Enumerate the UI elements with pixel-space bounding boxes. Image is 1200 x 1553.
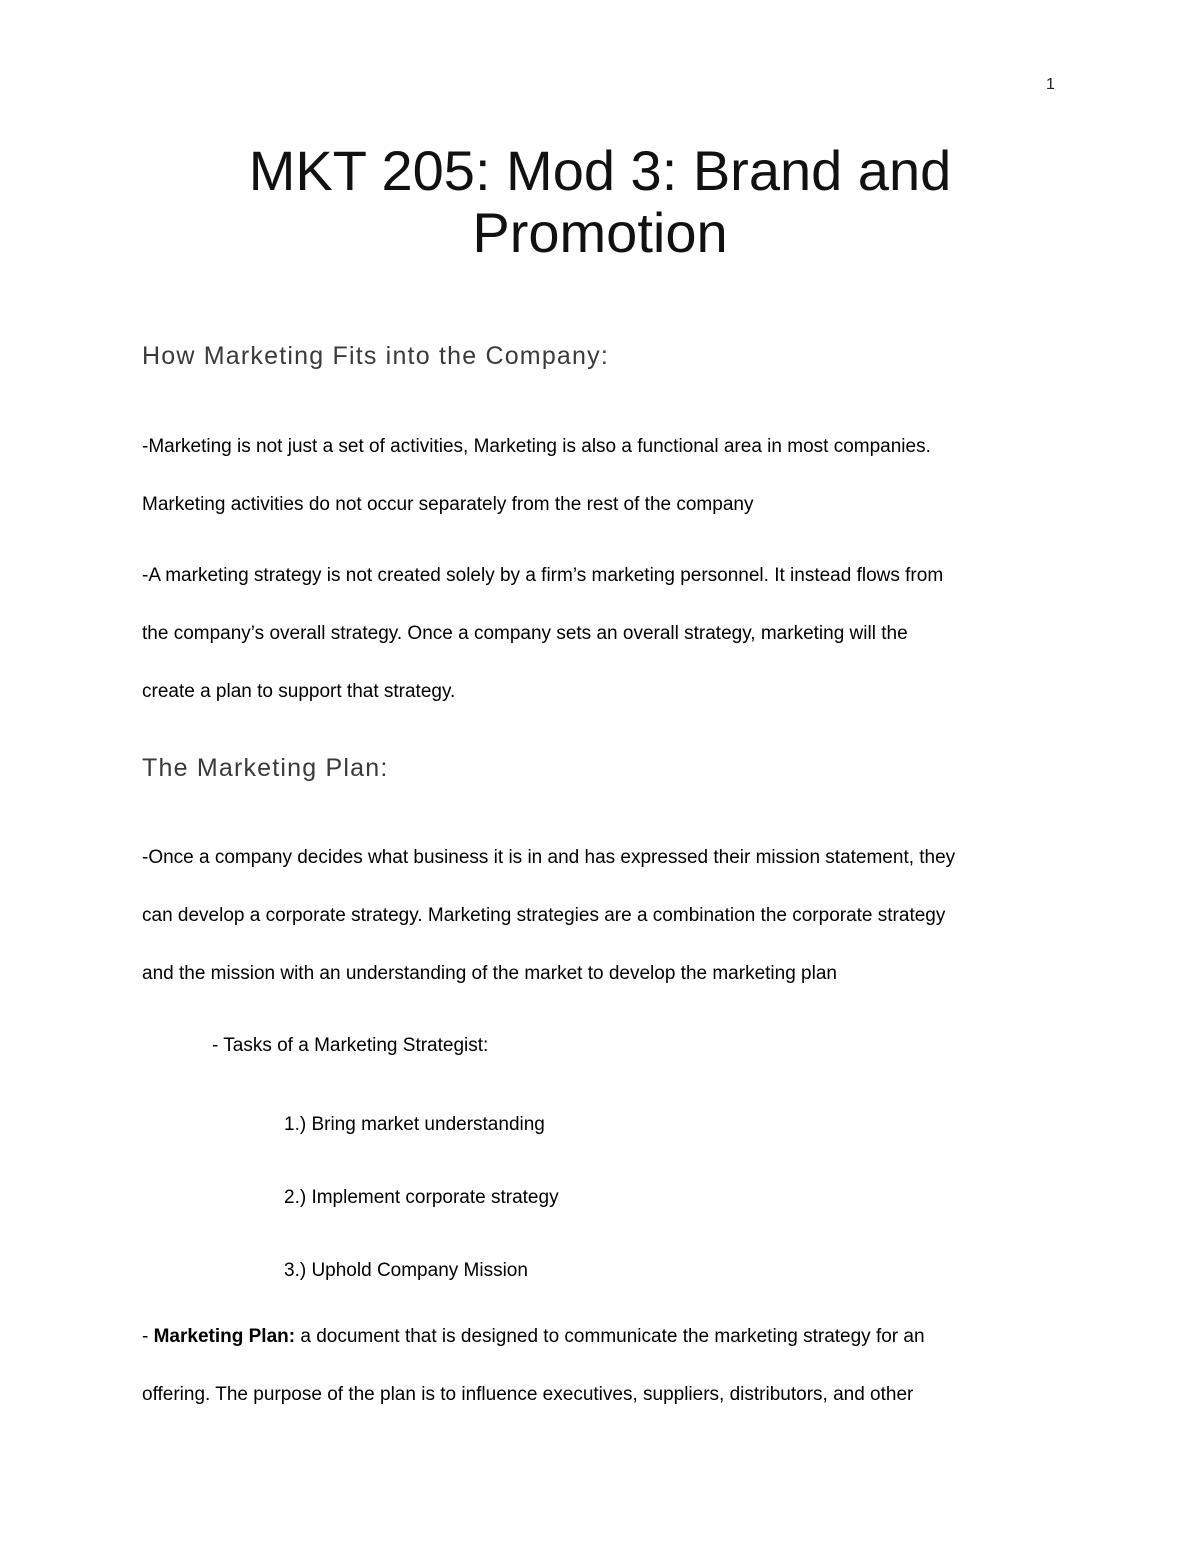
text-line: Marketing activities do not occur separately from the rest of the company [142, 494, 754, 515]
paragraph-marketing-strategy [142, 547, 1062, 721]
text-line: and the mission with an understanding of the market to develop the marketing plan [142, 963, 837, 984]
title-line-2: Promotion [472, 201, 728, 264]
page-number: 1 [1046, 76, 1055, 93]
paragraph-marketing-functional-area [142, 418, 1062, 534]
text-line: the company’s overall strategy. Once a company sets an overall strategy, marketing will the [142, 623, 908, 644]
list-item: 2.) Implement corporate strategy [284, 1187, 559, 1208]
text-line: create a plan to support that strategy. [142, 681, 456, 702]
text-line: -Once a company decides what business it is in and has expressed their mission statement, they [142, 847, 956, 868]
document-title [0, 140, 1200, 264]
section-heading-marketing-plan: The Marketing Plan: [142, 754, 389, 782]
title-line-1: MKT 205: Mod 3: Brand and [248, 139, 952, 202]
definition-text: a document that is designed to communicate the marketing strategy for an [295, 1326, 925, 1347]
text-line: can develop a corporate strategy. Marketing strategies are a combination the corporate strategy [142, 905, 946, 926]
paragraph-corporate-strategy [142, 829, 1062, 1003]
text-line [142, 1308, 1062, 1366]
text-line: offering. The purpose of the plan is to influence executives, suppliers, distributors, and other [142, 1384, 914, 1405]
section-heading-marketing-fits: How Marketing Fits into the Company: [142, 342, 609, 370]
tasks-heading: - Tasks of a Marketing Strategist: [212, 1035, 489, 1056]
list-item: 3.) Uphold Company Mission [284, 1260, 528, 1281]
text-line: -A marketing strategy is not created solely by a firm’s marketing personnel. It instead flows from [142, 565, 944, 586]
paragraph-marketing-plan-definition [142, 1308, 1062, 1424]
tasks-list [284, 1088, 559, 1307]
text-line: -Marketing is not just a set of activities, Marketing is also a functional area in most companies. [142, 436, 931, 457]
definition-prefix: - [142, 1326, 154, 1347]
list-item: 1.) Bring market understanding [284, 1114, 545, 1135]
definition-term: Marketing Plan: [153, 1326, 296, 1347]
